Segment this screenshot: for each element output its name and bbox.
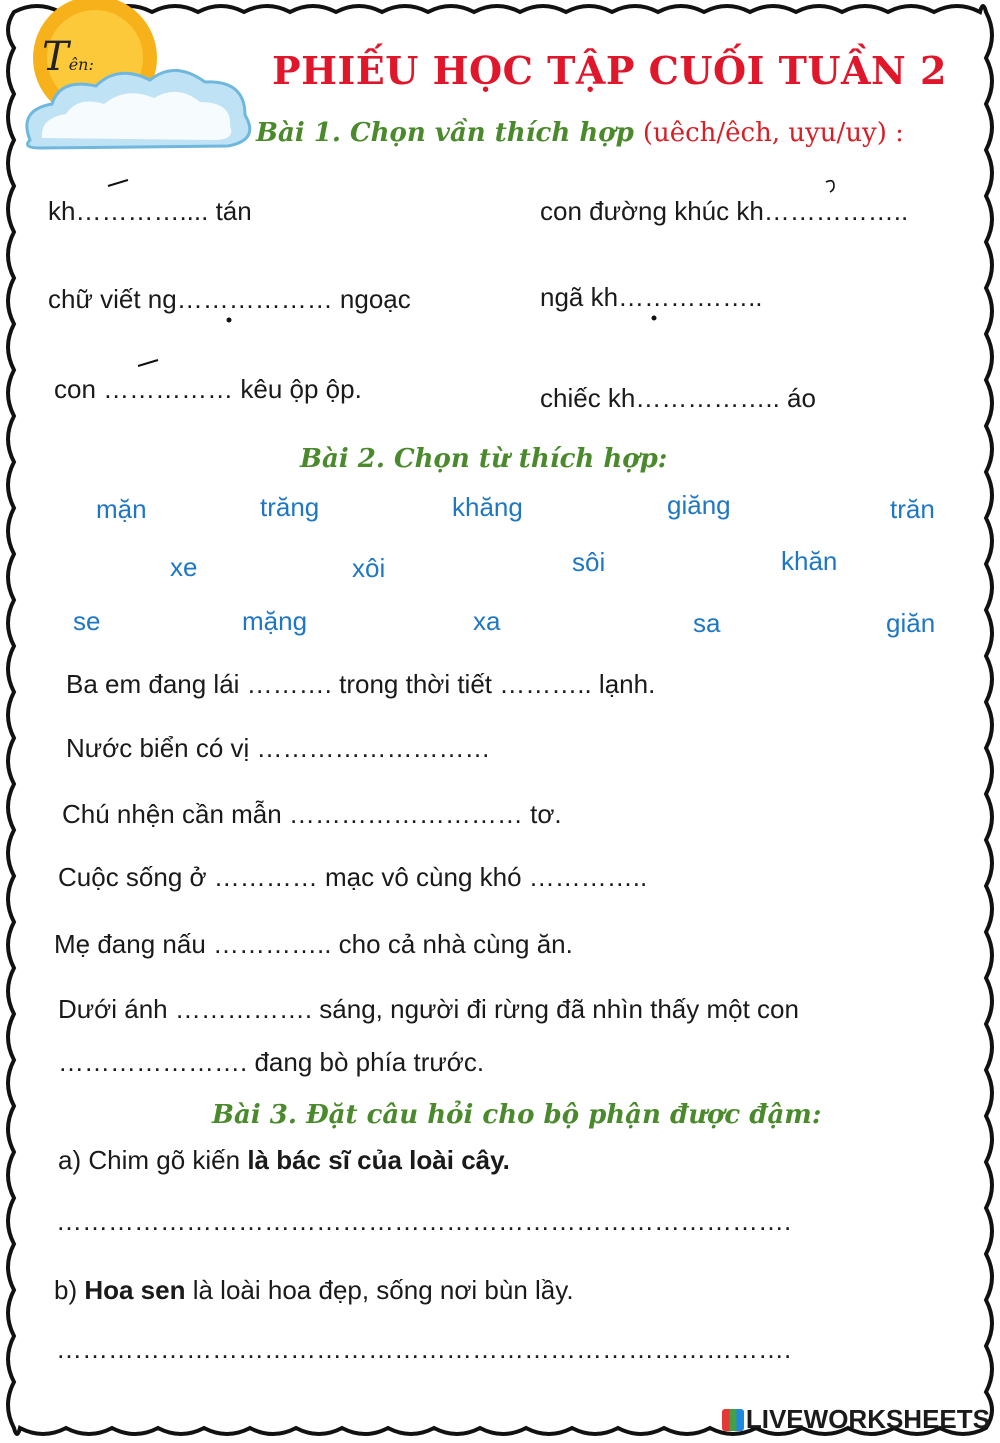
page-title: PHIẾU HỌC TẬP CUỐI TUẦN 2 [272,48,947,93]
sac-mark-icon [108,180,128,186]
bai2-sentence-2[interactable]: Nước biển có vị ……………………… [66,733,491,763]
bai2-sentence-6[interactable]: Dưới ánh ……………. sáng, người đi rừng đã nhìn thấy một con [58,994,799,1024]
bai2-heading: Bài 2. Chọn từ thích hợp: [300,444,668,474]
word-choice[interactable]: mặng [242,606,308,636]
bai1-item-1[interactable]: kh………….... tán [48,196,252,226]
bai3-a-bold: là bác sĩ của loài cây. [247,1145,510,1175]
word-choice[interactable]: khăng [452,492,523,522]
word-choice[interactable]: giăn [886,608,936,638]
word-choice[interactable]: khăn [781,546,838,576]
word-choice[interactable]: trăng [260,492,320,522]
bai1-options: (uêch/êch, uyu/uy) : [642,118,904,148]
hoi-mark-icon [826,181,834,192]
bai3-answer-b[interactable]: …………………………………………………………………………. [56,1334,792,1364]
word-choice[interactable]: trăn [890,494,935,524]
bai3-answer-a[interactable]: …………………………………………………………………………. [56,1206,792,1236]
nang-mark-icon-2 [652,316,657,321]
word-choice[interactable]: mặn [96,494,147,524]
bai3-question-a: a) Chim gõ kiến là bác sĩ của loài cây. [58,1145,510,1175]
bai2-sentence-6-cont[interactable]: …………………. đang bò phía trước. [58,1047,485,1077]
word-choice[interactable]: se [73,606,101,636]
bai2-sentence-5[interactable]: Mẹ đang nấu ………….. cho cả nhà cùng ăn. [54,929,573,959]
bai2-sentence-1[interactable]: Ba em đang lái ………. trong thời tiết ……….. lạnh. [66,669,656,699]
liveworksheets-icon [722,1409,744,1431]
word-choice[interactable]: sa [693,608,721,638]
bai1-item-6[interactable]: chiếc kh…………….. áo [540,383,816,413]
sac-mark-icon-2 [138,360,158,366]
bai1-item-5[interactable]: con …………… kêu ộp ộp. [54,374,362,404]
bai3-heading: Bài 3. Đặt câu hỏi cho bộ phận được đậm: [212,1100,822,1130]
bai3-b-bold: Hoa sen [84,1275,186,1305]
bai3-question-b: b) Hoa sen là loài hoa đẹp, sống nơi bùn lầy. [54,1275,574,1305]
liveworksheets-logo: LIVEWORKSHEETS [722,1404,990,1435]
bai1-heading: Bài 1. Chọn vần thích hợp (uêch/êch, uyu/uy) : [256,118,904,148]
nang-mark-icon [227,318,232,323]
bai2-sentence-4[interactable]: Cuộc sống ở ………… mạc vô cùng khó ………….. [58,862,648,892]
word-choice[interactable]: giăng [667,490,731,520]
bai2-sentence-3[interactable]: Chú nhện cần mẫn ……………………… tơ. [62,799,562,829]
bai1-item-2[interactable]: con đường khúc kh…………….. [540,196,909,226]
bai1-item-3[interactable]: chữ viết ng……………… ngoạc [48,284,411,314]
name-label: Tên: [42,34,94,80]
bai1-item-4[interactable]: ngã kh…………….. [540,282,763,312]
word-choice[interactable]: xa [473,606,501,636]
word-choice[interactable]: sôi [572,547,606,577]
word-choice[interactable]: xôi [352,553,386,583]
word-choice[interactable]: xe [170,552,198,582]
